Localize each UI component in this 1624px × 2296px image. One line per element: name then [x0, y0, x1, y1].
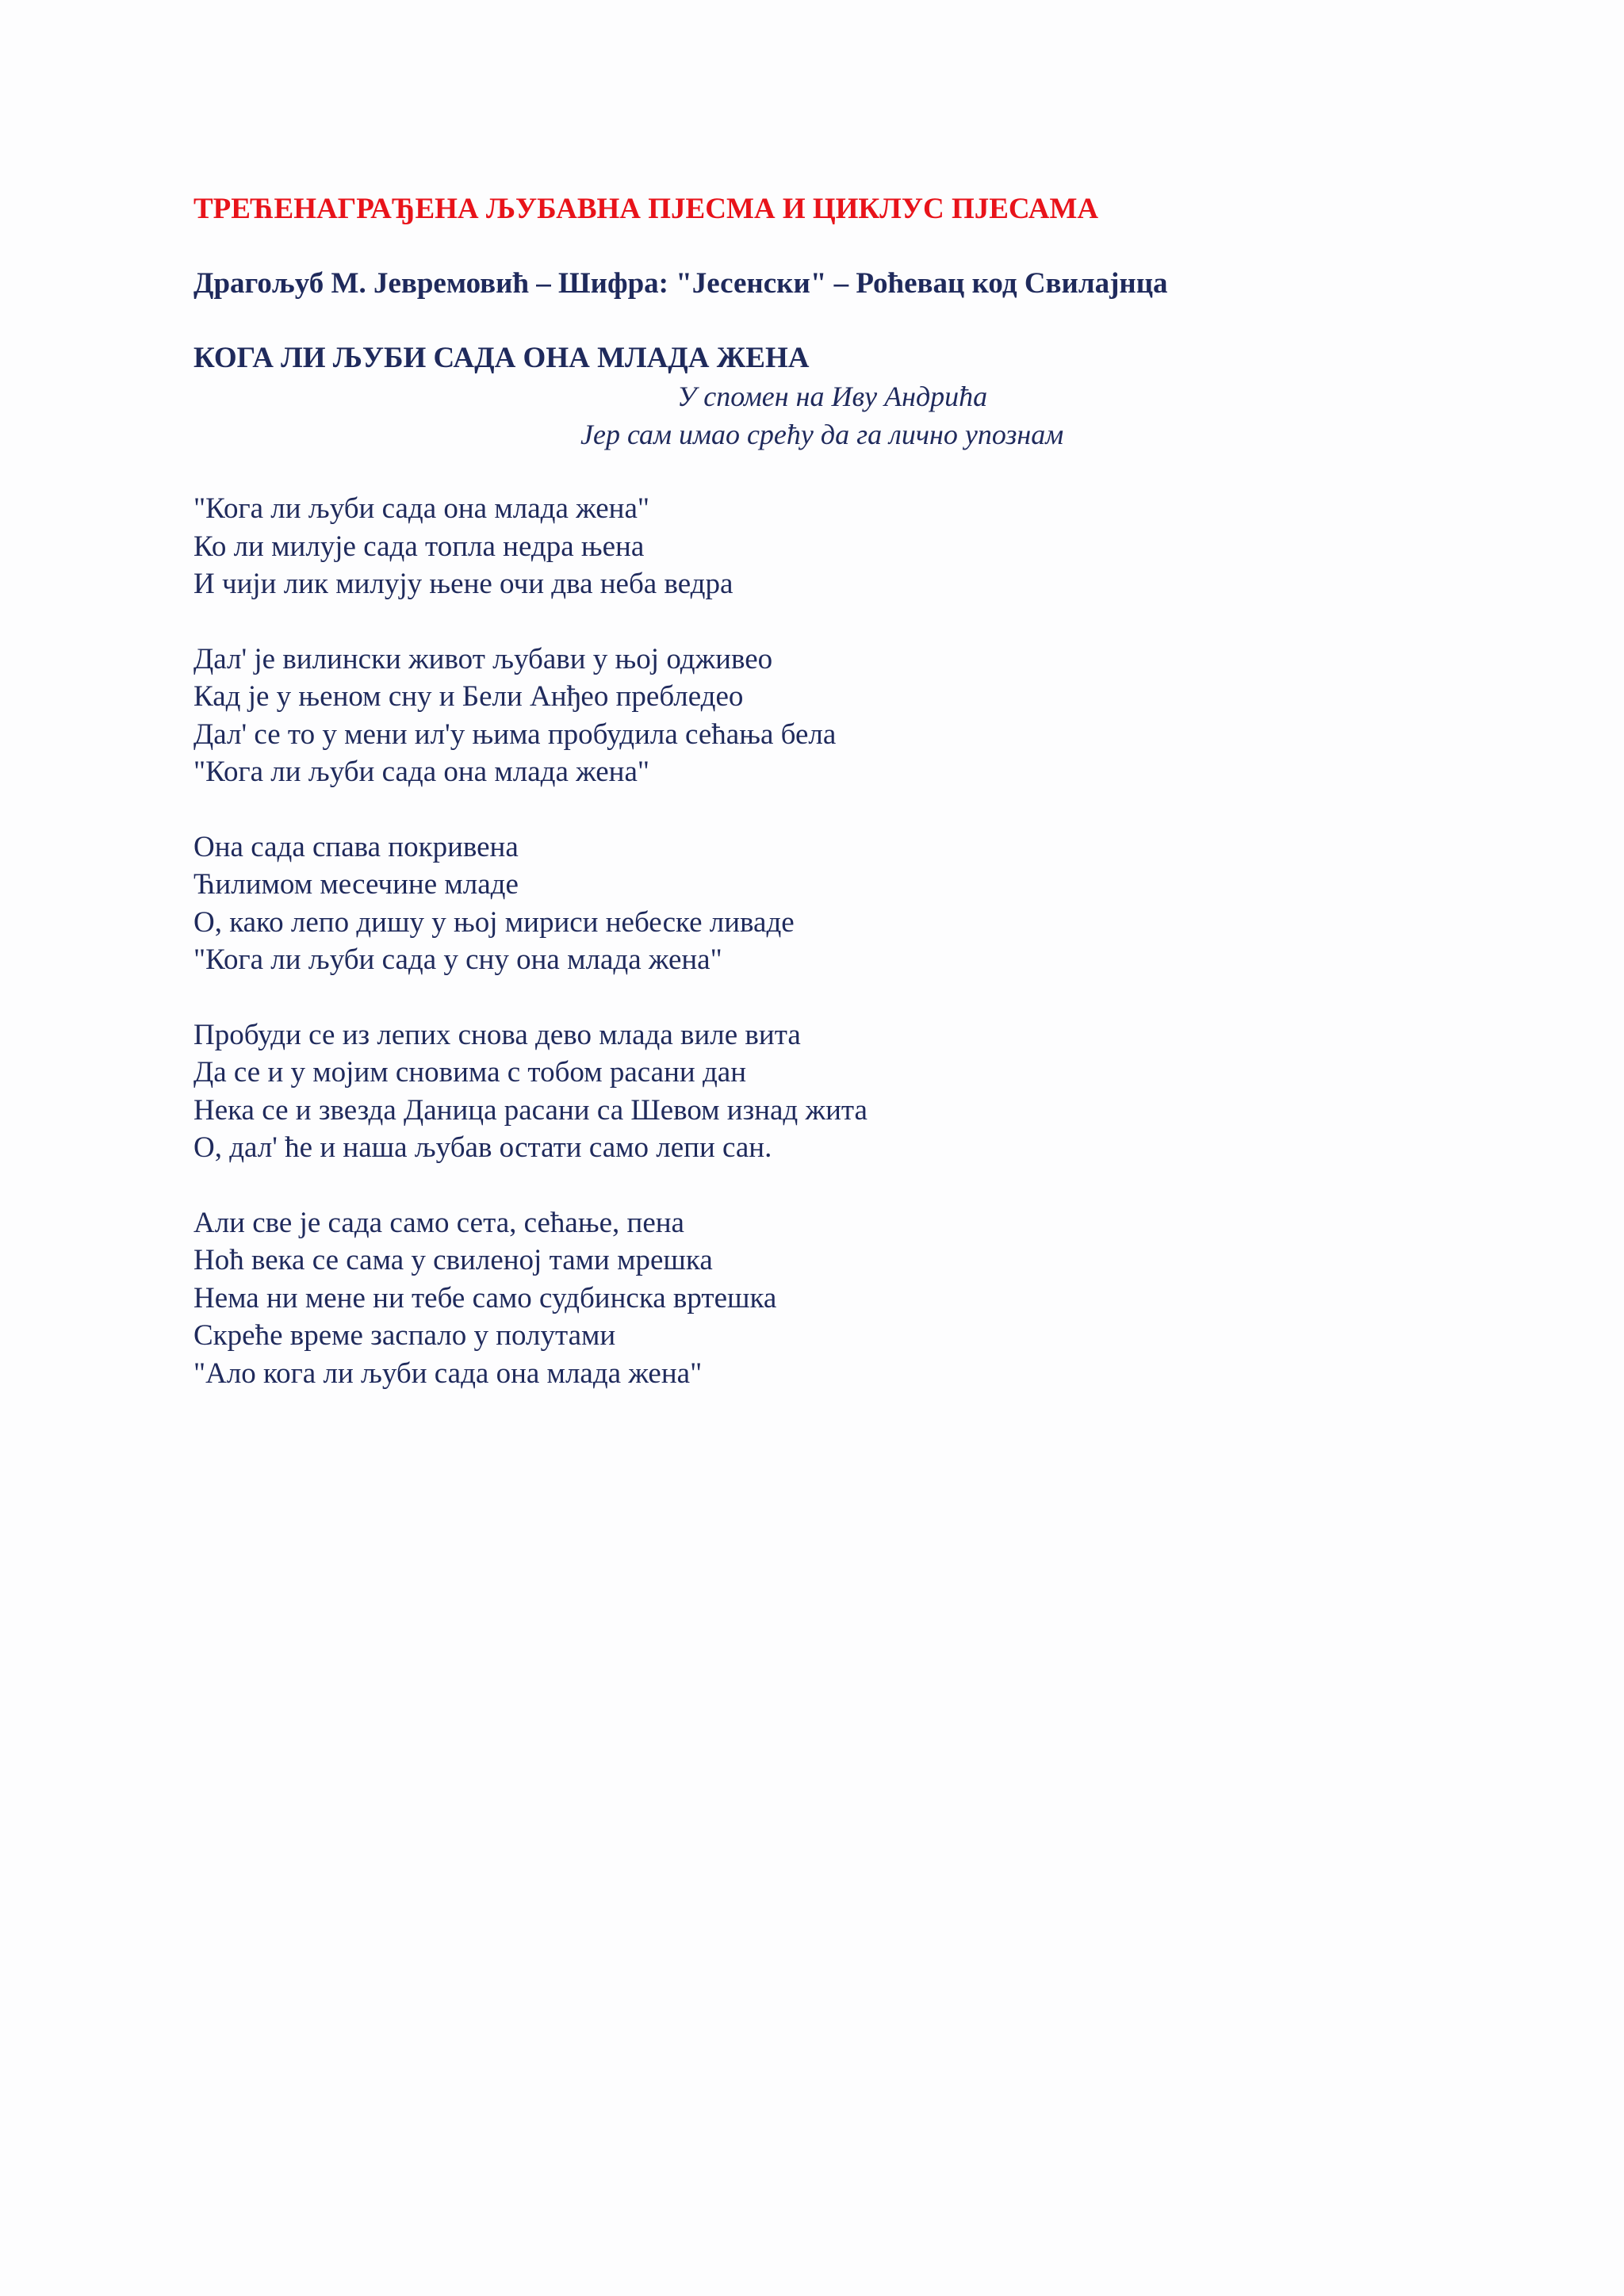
verse-line: "Кога ли љуби сада она млада жена": [193, 492, 649, 525]
stanza: [193, 1016, 1542, 1167]
verse-line: О, како лепо дишу у њој мириси небеске ливаде: [193, 905, 795, 939]
poem-body: [193, 490, 1542, 1392]
verse-line: "Кога ли љуби сада у сну она млада жена": [193, 943, 722, 976]
author-line: Драгољуб М. Јевремовић – Шифра: "Јесенски" – Роћевац код Свилајнца: [193, 267, 1168, 300]
stanza: [193, 490, 1542, 603]
verse-line: Скреће време заспало у полутами: [193, 1319, 616, 1352]
verse-line: Ћилимом месечине младе: [193, 868, 519, 901]
verse-line: Али све је сада само сета, сећање, пена: [193, 1206, 684, 1239]
stanza: [193, 641, 1542, 791]
verse-line: Дал' је вилински живот љубави у њој одживео: [193, 642, 773, 675]
verse-line: "Кога ли љуби сада она млада жена": [193, 756, 649, 788]
dedication-line: У спомен на Иву Андрића: [677, 381, 988, 412]
stanza: [193, 828, 1542, 979]
verse-line: Дал' се то у мени ил'у њима пробудила сећања бела: [193, 718, 837, 751]
verse-line: Ко ли милује сада топла недра њена: [193, 530, 645, 563]
verse-line: Нека се и звезда Даница расани са Шевом изнад жита: [193, 1093, 868, 1127]
award-title: ТРЕЋЕНАГРАЂЕНА ЉУБАВНА ПЈЕСМА И ЦИКЛУС ПЈЕСАМА: [193, 193, 1099, 225]
verse-line: Ноћ века се сама у свиленој тами мрешка: [193, 1244, 713, 1276]
verse-line: О, дал' ће и наша љубав остати само лепи сан.: [193, 1131, 772, 1164]
verse-line: И чији лик милују њене очи два неба ведра: [193, 568, 733, 600]
poem-title: КОГА ЛИ ЉУБИ САДА ОНА МЛАДА ЖЕНА: [193, 342, 810, 374]
verse-line: "Ало кога ли љуби сада она млада жена": [193, 1357, 703, 1390]
verse-line: Пробуди се из лепих снова дево млада виле вита: [193, 1018, 801, 1051]
verse-line: Она сада спава покривена: [193, 830, 519, 863]
dedication: [193, 377, 1542, 453]
dedication-line: Јер сам имао срећу да га лично упознам: [580, 419, 1064, 450]
verse-line: Кад је у њеном сну и Бели Анђео пребледео: [193, 680, 744, 713]
stanza: [193, 1204, 1542, 1393]
document-content: [193, 190, 1542, 1429]
verse-line: Да се и у мојим сновима с тобом расани дан: [193, 1056, 747, 1089]
verse-line: Нема ни мене ни тебе само судбинска вртешка: [193, 1281, 777, 1314]
